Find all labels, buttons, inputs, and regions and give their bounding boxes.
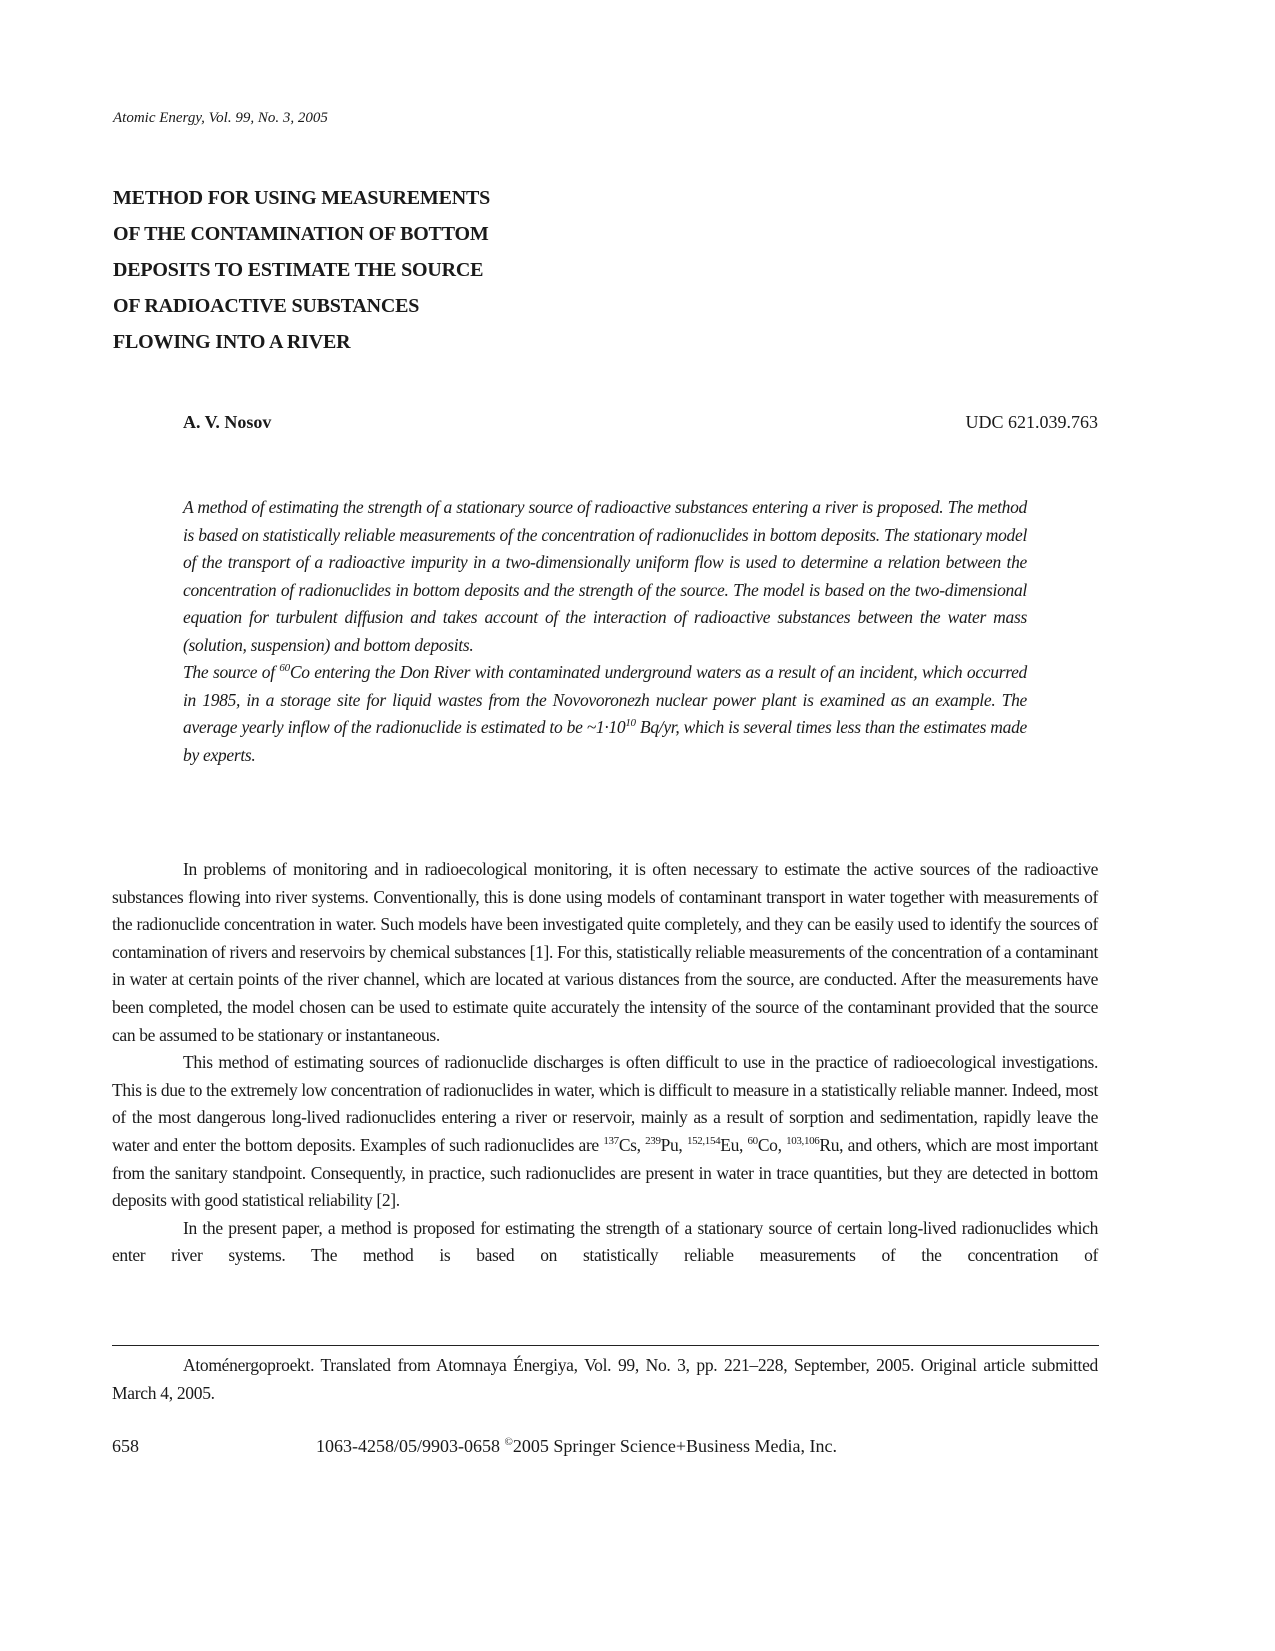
body-text [112,856,1098,1270]
paper-title [113,180,490,360]
abstract-paragraph: A method of estimating the strength of a stationary source of radioactive substances entering a river is proposed. The method is based on statistically reliable measurements of the concentration of radionuclides in bottom deposits. The stationary model of the transport of a radioactive impurity in a two-dimensionally uniform flow is used to determine a relation between the concentration of radionuclides in bottom deposits and the strength of the source. The model is based on the two-dimensional equation for turbulent diffusion and takes account of the interaction of radioactive substances between the water mass (solution, suspension) and bottom deposits. [183,497,1027,655]
superscript: 239 [645,1134,661,1147]
footnote [112,1352,1098,1407]
text: This method of estimating sources of radionuclide discharges is often difficult to use in the practice of radioecological investigations. This is due to the extremely low concentration of radionuclides in water, which is difficult to measure in a statistically reliable manner. Indeed, most of the most dangerous long-lived radionuclides entering a river or reservoir, mainly as a result of sorption and sedimentation, rapidly leave the water and enter the bottom deposits. Examples of such radionuclides are [112,1052,1098,1155]
body-paragraph: In problems of monitoring and in radioecological monitoring, it is often necessary to estimate the active sources of the radioactive substances flowing into river systems. Conventionally, this is done using models of contaminant transport in water together with measurements of the radionuclide concentration in water. Such models have been investigated quite completely, and they can be easily used to identify the sources of contamination of rivers and reservoirs by chemical substances [1]. For this, statistically reliable measurements of the concentration of a contaminant in water at certain points of the river channel, which are located at various distances from the source, are conducted. After the measurements have been completed, the model chosen can be used to estimate quite accurately the intensity of the source of the contaminant provided that the source can be assumed to be stationary or instantaneous. [112,859,1098,1045]
title-line: METHOD FOR USING MEASUREMENTS [113,187,491,209]
text: Co entering the Don River with contaminated underground waters as a result of an incident, which occurred in 1985, in a storage site for liquid wastes from the Novovoronezh nuclear power plant is examined as an example. The average yearly inflow of the radionuclide is estimated to be ~1·10 [183,662,1028,737]
copyright-line [316,1436,837,1457]
text: Bq/yr, which is several times less than the estimates made by experts. [183,717,1027,765]
copyright-symbol: © [504,1436,513,1448]
author: A. V. Nosov [183,412,272,432]
text: Ru, and others, which are most important from the sanitary standpoint. Consequently, in practice, such radionuclides are present in water in trace quantities, but they are detected in bottom deposits with good statistical reliability [2]. [112,1134,1098,1211]
body-paragraph: In the present paper, a method is proposed for estimating the strength of a stationary source of certain long-lived radionuclides which enter river systems. The method is based on statistically reliable measurements of the concentration of [112,1217,1098,1266]
body-paragraph [112,1049,1098,1215]
superscript: 103,106 [786,1134,820,1147]
text: 2005 Springer Science+Business Media, Inc. [512,1436,837,1456]
title-line: OF RADIOACTIVE SUBSTANCES [113,295,420,317]
title-line: FLOWING INTO A RIVER [113,331,351,353]
footnote-divider [112,1345,1099,1346]
text: Co, [757,1134,787,1155]
superscript: 60 [747,1134,758,1147]
superscript: 152,154 [686,1134,721,1147]
footnote-text: Atoménergoproekt. Translated from Atomnaya Énergiya, Vol. 99, No. 3, pp. 221–228, September, 2005. Original article submitted March 4, 2005. [112,1355,1098,1403]
page-number: 658 [112,1436,139,1456]
abstract [183,494,1027,769]
superscript: 60 [279,662,290,674]
title-line: OF THE CONTAMINATION OF BOTTOM [113,223,489,245]
udc-code: UDC 621.039.763 [965,412,1098,432]
text: Eu, [720,1134,748,1155]
superscript: 137 [603,1134,619,1147]
text: Cs, [618,1134,646,1155]
abstract-paragraph [183,659,1027,769]
text: Pu, [660,1134,687,1155]
journal-citation: Atomic Energy, Vol. 99, No. 3, 2005 [113,110,328,126]
superscript: 10 [625,717,636,729]
title-line: DEPOSITS TO ESTIMATE THE SOURCE [113,259,484,281]
text: 1063-4258/05/9903-0658 [316,1436,505,1456]
text: The source of [183,662,280,682]
